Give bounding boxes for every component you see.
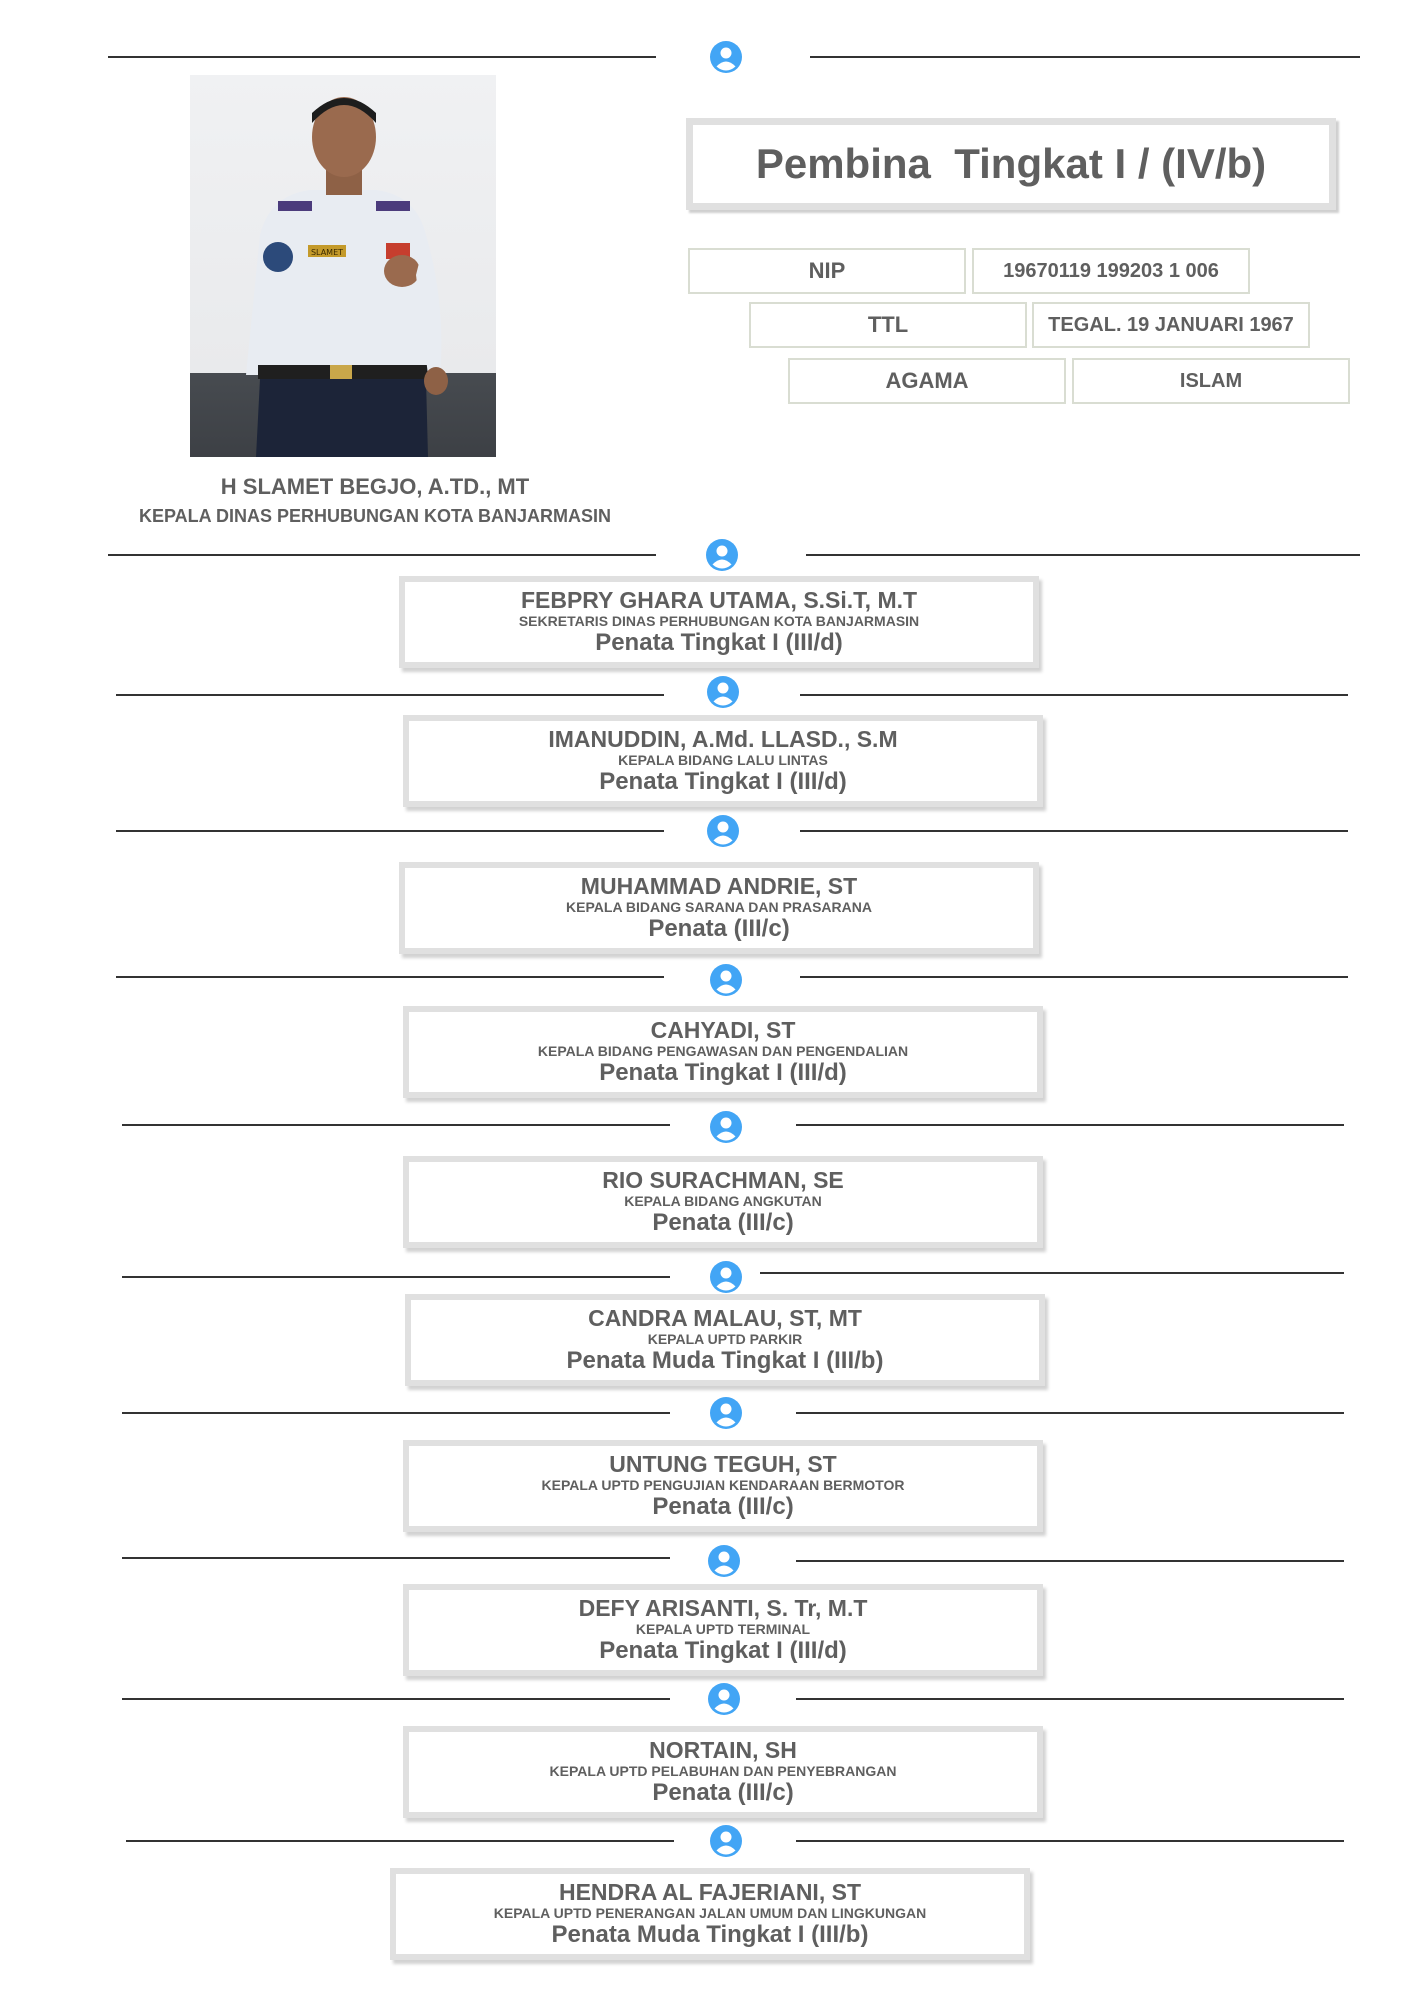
head-position: KEPALA DINAS PERHUBUNGAN KOTA BANJARMASIN [138, 506, 611, 526]
divider-line [108, 56, 656, 58]
user-circle-icon [706, 814, 740, 848]
staff-rank: Penata Tingkat I (III/d) [595, 629, 843, 656]
staff-position: KEPALA UPTD PELABUHAN DAN PENYEBRANGAN [549, 1763, 897, 1779]
staff-card [405, 1294, 1045, 1386]
staff-rank: Penata (III/c) [648, 915, 790, 942]
divider-line [796, 1840, 1344, 1842]
staff-rank: Penata Muda Tingkat I (III/b) [566, 1347, 884, 1374]
staff-position: KEPALA BIDANG SARANA DAN PRASARANA [566, 899, 872, 915]
staff-card [403, 1440, 1043, 1532]
staff-name: IMANUDDIN, A.Md. LLASD., S.M [548, 726, 898, 752]
user-circle-icon [709, 1110, 743, 1144]
divider-line [760, 1272, 1344, 1274]
divider-line [108, 554, 656, 556]
staff-card [403, 1584, 1043, 1676]
staff-name: HENDRA AL FAJERIANI, ST [558, 1879, 861, 1905]
staff-position: KEPALA UPTD PARKIR [647, 1331, 803, 1347]
user-circle-icon [706, 675, 740, 709]
head-name: H SLAMET BEGJO, A.TD., MT [220, 474, 530, 499]
divider-line [126, 1840, 674, 1842]
divider-line [796, 1124, 1344, 1126]
user-circle-icon [707, 1682, 741, 1716]
user-circle-icon [709, 963, 743, 997]
ttl-value: TEGAL. 19 JANUARI 1967 [1032, 302, 1310, 348]
divider-line [116, 830, 664, 832]
nip-label: NIP [688, 248, 966, 294]
divider-line [116, 694, 664, 696]
staff-name: NORTAIN, SH [649, 1737, 797, 1763]
divider-line [122, 1276, 670, 1278]
user-circle-icon [709, 1396, 743, 1430]
divider-line [800, 830, 1348, 832]
head-photo [190, 75, 496, 457]
staff-rank: Penata (III/c) [652, 1493, 794, 1520]
user-circle-icon [709, 1824, 743, 1858]
user-circle-icon [709, 1260, 743, 1294]
divider-line [796, 1560, 1344, 1562]
divider-line [800, 976, 1348, 978]
divider-line [810, 56, 1360, 58]
divider-line [116, 976, 664, 978]
divider-line [796, 1698, 1344, 1700]
head-rank-box: Pembina Tingkat I / (IV/b) [686, 118, 1336, 210]
staff-card [403, 1156, 1043, 1248]
staff-card [403, 1006, 1043, 1098]
user-circle-icon [709, 40, 743, 74]
divider-line [806, 554, 1360, 556]
staff-card [403, 1726, 1043, 1818]
staff-card [390, 1868, 1030, 1960]
staff-rank: Penata Muda Tingkat I (III/b) [551, 1921, 869, 1948]
staff-position: KEPALA BIDANG LALU LINTAS [618, 752, 828, 768]
svg-text:SLAMET: SLAMET [310, 248, 344, 257]
staff-rank: Penata (III/c) [652, 1779, 794, 1806]
staff-position: SEKRETARIS DINAS PERHUBUNGAN KOTA BANJARMASIN [518, 613, 920, 629]
divider-line [122, 1124, 670, 1126]
staff-position: KEPALA BIDANG PENGAWASAN DAN PENGENDALIAN [537, 1043, 909, 1059]
staff-rank: Penata (III/c) [652, 1209, 794, 1236]
divider-line [800, 694, 1348, 696]
staff-rank: Penata Tingkat I (III/d) [599, 1059, 847, 1086]
staff-position: KEPALA BIDANG ANGKUTAN [624, 1193, 822, 1209]
divider-line [122, 1412, 670, 1414]
agama-value: ISLAM [1072, 358, 1350, 404]
staff-name: CANDRA MALAU, ST, MT [588, 1305, 862, 1331]
divider-line [122, 1698, 670, 1700]
staff-position: KEPALA UPTD PENERANGAN JALAN UMUM DAN LINGKUNGAN [493, 1905, 927, 1921]
staff-position: KEPALA UPTD TERMINAL [635, 1621, 811, 1637]
nip-value: 19670119 199203 1 006 [972, 248, 1250, 294]
ttl-label: TTL [749, 302, 1027, 348]
user-circle-icon [705, 538, 739, 572]
divider-line [122, 1557, 670, 1559]
staff-name: MUHAMMAD ANDRIE, ST [580, 873, 858, 899]
staff-name: UNTUNG TEGUH, ST [609, 1451, 837, 1477]
staff-position: KEPALA UPTD PENGUJIAN KENDARAAN BERMOTOR [541, 1477, 905, 1493]
staff-card [399, 862, 1039, 954]
staff-card [403, 715, 1043, 807]
divider-line [796, 1412, 1344, 1414]
staff-name: FEBPRY GHARA UTAMA, S.Si.T, M.T [520, 587, 918, 613]
staff-rank: Penata Tingkat I (III/d) [599, 1637, 847, 1664]
staff-name: RIO SURACHMAN, SE [602, 1167, 844, 1193]
staff-name: DEFY ARISANTI, S. Tr, M.T [578, 1595, 868, 1621]
staff-name: CAHYADI, ST [650, 1017, 796, 1043]
agama-label: AGAMA [788, 358, 1066, 404]
staff-card [399, 576, 1039, 668]
user-circle-icon [707, 1544, 741, 1578]
staff-rank: Penata Tingkat I (III/d) [599, 768, 847, 795]
